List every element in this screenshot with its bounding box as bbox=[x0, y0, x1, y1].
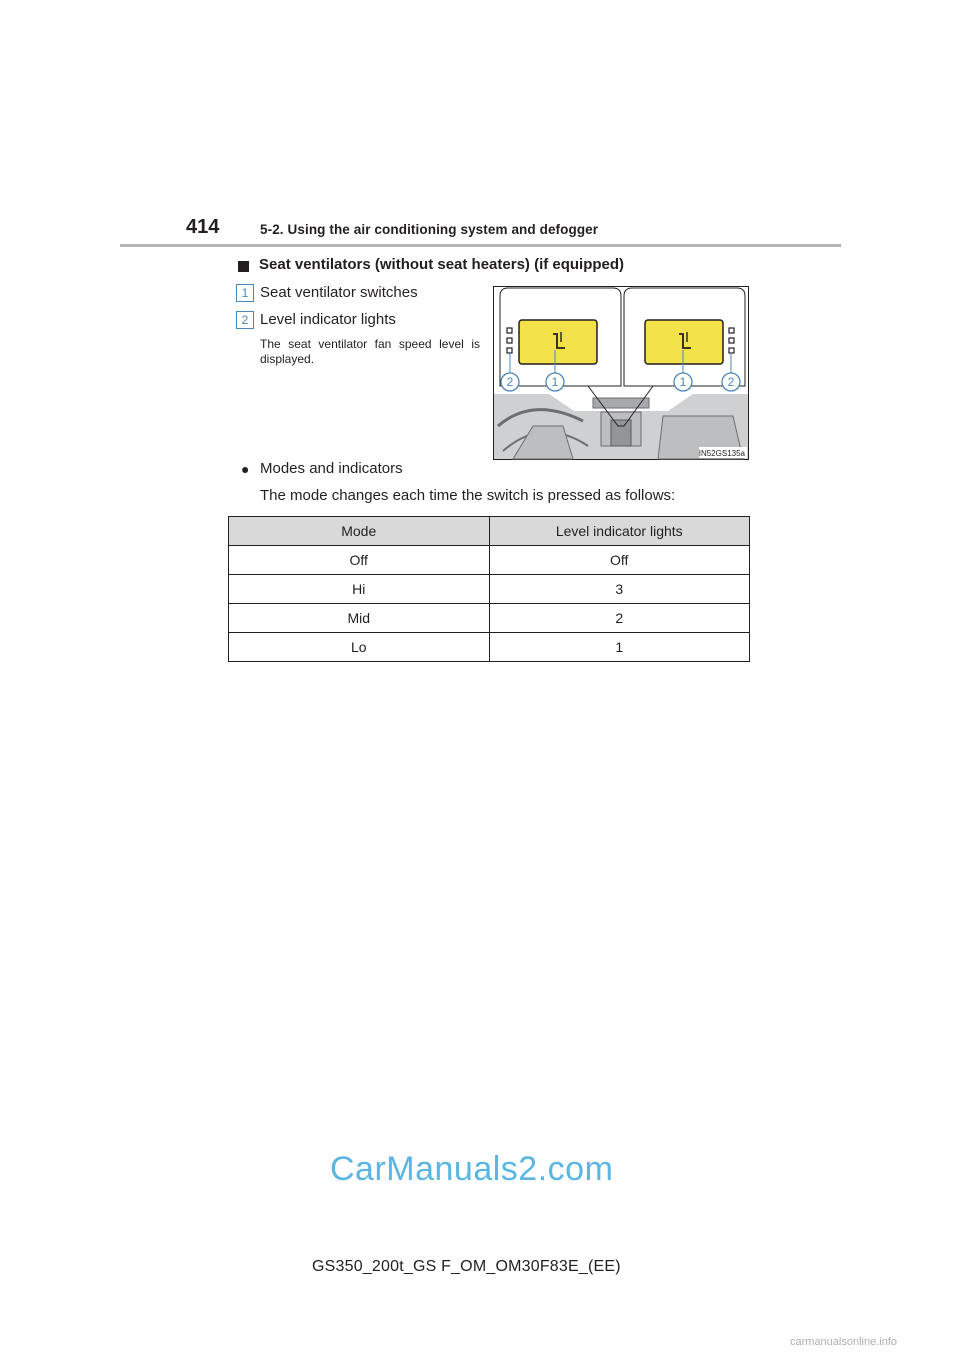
callout-1-right: 1 bbox=[679, 375, 687, 389]
item-description: The seat ventilator fan speed level is displayed. bbox=[260, 337, 480, 366]
table-cell-level: 2 bbox=[489, 604, 750, 633]
section-heading: Seat ventilators (without seat heaters) (if equipped) bbox=[259, 256, 625, 273]
table-row bbox=[229, 546, 750, 575]
modes-table bbox=[228, 516, 750, 662]
table-header-mode: Mode bbox=[229, 517, 490, 546]
page-number: 414 bbox=[186, 216, 220, 238]
header-divider bbox=[120, 244, 841, 247]
callout-2-left: 2 bbox=[506, 375, 514, 389]
table-cell-mode: Lo bbox=[229, 633, 490, 662]
modes-description: The mode changes each time the switch is pressed as follows: bbox=[260, 487, 676, 504]
table-cell-mode: Mid bbox=[229, 604, 490, 633]
document-code: GS350_200t_GS F_OM_OM30F83E_(EE) bbox=[312, 1258, 621, 1275]
modes-label: Modes and indicators bbox=[260, 460, 403, 477]
table-row bbox=[229, 604, 750, 633]
table-cell-level: 3 bbox=[489, 575, 750, 604]
section-title: 5-2. Using the air conditioning system and defogger bbox=[260, 222, 599, 237]
table-cell-level: Off bbox=[489, 546, 750, 575]
table-row bbox=[229, 633, 750, 662]
illustration-code: IN52GS135a bbox=[698, 449, 745, 458]
callout-2-right: 2 bbox=[727, 375, 735, 389]
table-header-row bbox=[229, 517, 750, 546]
table-row bbox=[229, 575, 750, 604]
item-label-seat-ventilator-switches: Seat ventilator switches bbox=[260, 284, 418, 301]
table-header-level: Level indicator lights bbox=[489, 517, 750, 546]
item-number-2: 2 bbox=[236, 311, 254, 329]
bullet-icon: ● bbox=[241, 461, 250, 477]
heading-square-icon bbox=[238, 261, 249, 272]
callout-1-left: 1 bbox=[551, 375, 559, 389]
site-watermark: carmanualsonline.info bbox=[790, 1336, 898, 1348]
seat-ventilator-illustration bbox=[493, 286, 749, 460]
dashboard-diagram bbox=[493, 286, 749, 460]
item-label-level-indicator-lights: Level indicator lights bbox=[260, 311, 396, 328]
table-cell-mode: Hi bbox=[229, 575, 490, 604]
item-number-1: 1 bbox=[236, 284, 254, 302]
table-cell-mode: Off bbox=[229, 546, 490, 575]
table-cell-level: 1 bbox=[489, 633, 750, 662]
watermark-logo: CarManuals2.com bbox=[330, 1150, 614, 1188]
